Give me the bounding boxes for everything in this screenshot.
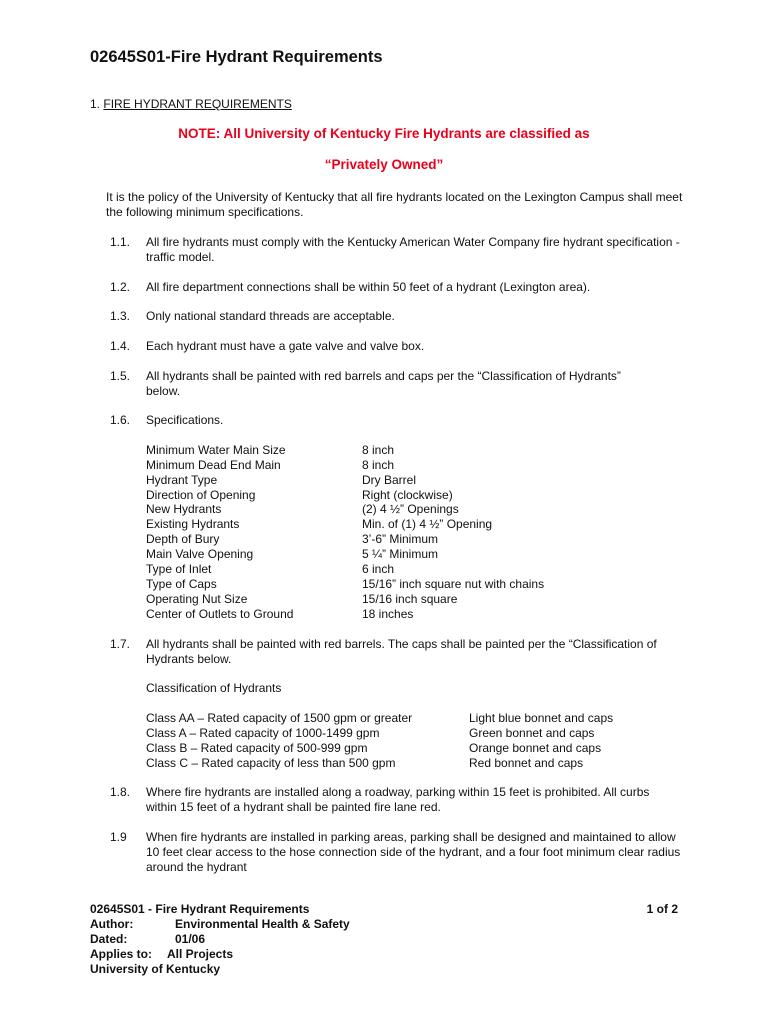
class-name: Class B – Rated capacity of 500-999 gpm — [146, 741, 368, 755]
footer-dated-row — [90, 932, 680, 947]
spec-label: Hydrant Type — [146, 473, 218, 487]
footer-label: Author: — [90, 917, 134, 931]
item-number: 1.6. — [110, 413, 131, 427]
footer-organization: University of Kentucky — [90, 962, 221, 976]
classification-heading: Classification of Hydrants — [146, 681, 282, 695]
document-footer — [90, 902, 680, 977]
item-text: Each hydrant must have a gate valve and valve box. — [146, 339, 425, 353]
intro-paragraph: It is the policy of the University of Kentucky that all fire hydrants located on the Lexington Campus shall meet the following minimum specifications. — [106, 190, 683, 219]
item-text: Specifications. — [146, 413, 224, 427]
item-number: 1.5. — [110, 369, 131, 383]
item-number: 1.9 — [110, 830, 127, 844]
class-name: Class A – Rated capacity of 1000-1499 gpm — [146, 726, 380, 740]
item-number: 1.2. — [110, 280, 131, 294]
spec-label: Main Valve Opening — [146, 547, 254, 561]
item-number: 1.8. — [110, 785, 131, 799]
spec-value: Dry Barrel — [362, 473, 417, 487]
spec-value: 18 inches — [362, 607, 414, 621]
page-number: 1 of 2 — [646, 902, 678, 916]
footer-applies-row — [90, 947, 680, 962]
item-text: All hydrants shall be painted with red barrels. The caps shall be painted per the “Classification of Hydrants below. — [146, 637, 657, 666]
footer-value: 01/06 — [175, 932, 206, 946]
item-text: Where fire hydrants are installed along a roadway, parking within 15 feet is prohibited. All curbs within 15 feet of a hydrant shall be painted fire lane red. — [146, 785, 650, 814]
section-heading — [90, 97, 292, 111]
footer-value: All Projects — [167, 947, 234, 961]
item-number: 1.7. — [110, 637, 131, 651]
footer-label: Dated: — [90, 932, 128, 946]
class-name: Class AA – Rated capacity of 1500 gpm or greater — [146, 711, 413, 725]
spec-value: 15/16” inch square nut with chains — [362, 577, 545, 591]
spec-label: Operating Nut Size — [146, 592, 248, 606]
spec-value: 8 inch — [362, 443, 395, 457]
class-color: Light blue bonnet and caps — [469, 711, 614, 725]
spec-value: 3’-6” Minimum — [362, 532, 439, 546]
spec-label: New Hydrants — [146, 502, 222, 516]
spec-label: Existing Hydrants — [146, 517, 240, 531]
item-text: When fire hydrants are installed in parking areas, parking shall be designed and maintained to allow 10 feet clear access to the hose connection side of the hydrant, and a four foot minimum clear radius around the hydrant — [146, 830, 681, 874]
footer-author-row — [90, 917, 680, 932]
spec-value: Right (clockwise) — [362, 488, 453, 502]
spec-value: Min. of (1) 4 ½” Opening — [362, 517, 493, 531]
class-color: Orange bonnet and caps — [469, 741, 602, 755]
spec-label: Type of Caps — [146, 577, 217, 591]
spec-value: (2) 4 ½” Openings — [362, 502, 459, 516]
spec-label: Depth of Bury — [146, 532, 220, 546]
item-number: 1.3. — [110, 309, 131, 323]
footer-value: Environmental Health & Safety — [175, 917, 350, 931]
item-text: All fire hydrants must comply with the Kentucky American Water Company fire hydrant specification - traffic model. — [146, 235, 680, 264]
spec-label: Minimum Water Main Size — [146, 443, 286, 457]
class-name: Class C – Rated capacity of less than 500 gpm — [146, 756, 396, 770]
spec-label: Type of Inlet — [146, 562, 212, 576]
item-text: All fire department connections shall be within 50 feet of a hydrant (Lexington area). — [146, 280, 591, 294]
spec-label: Direction of Opening — [146, 488, 256, 502]
spec-value: 8 inch — [362, 458, 395, 472]
document-title: 02645S01-Fire Hydrant Requirements — [90, 48, 383, 66]
item-number: 1.4. — [110, 339, 131, 353]
spec-value: 5 ¼” Minimum — [362, 547, 439, 561]
footer-title: 02645S01 - Fire Hydrant Requirements — [90, 902, 310, 916]
item-text: Only national standard threads are acceptable. — [146, 309, 395, 323]
section-title: FIRE HYDRANT REQUIREMENTS — [103, 97, 292, 111]
spec-label: Minimum Dead End Main — [146, 458, 281, 472]
class-color: Green bonnet and caps — [469, 726, 595, 740]
item-text: All hydrants shall be painted with red barrels and caps per the “Classification of Hydrants” below. — [146, 369, 621, 398]
spec-label: Center of Outlets to Ground — [146, 607, 294, 621]
spec-value: 15/16 inch square — [362, 592, 458, 606]
item-number: 1.1. — [110, 235, 131, 249]
class-color: Red bonnet and caps — [469, 756, 584, 770]
spec-value: 6 inch — [362, 562, 395, 576]
note-line-2: “Privately Owned” — [324, 157, 444, 172]
note-line-1: NOTE: All University of Kentucky Fire Hydrants are classified as — [178, 126, 590, 141]
footer-label: Applies to: — [90, 947, 152, 961]
section-number: 1. — [90, 97, 101, 111]
